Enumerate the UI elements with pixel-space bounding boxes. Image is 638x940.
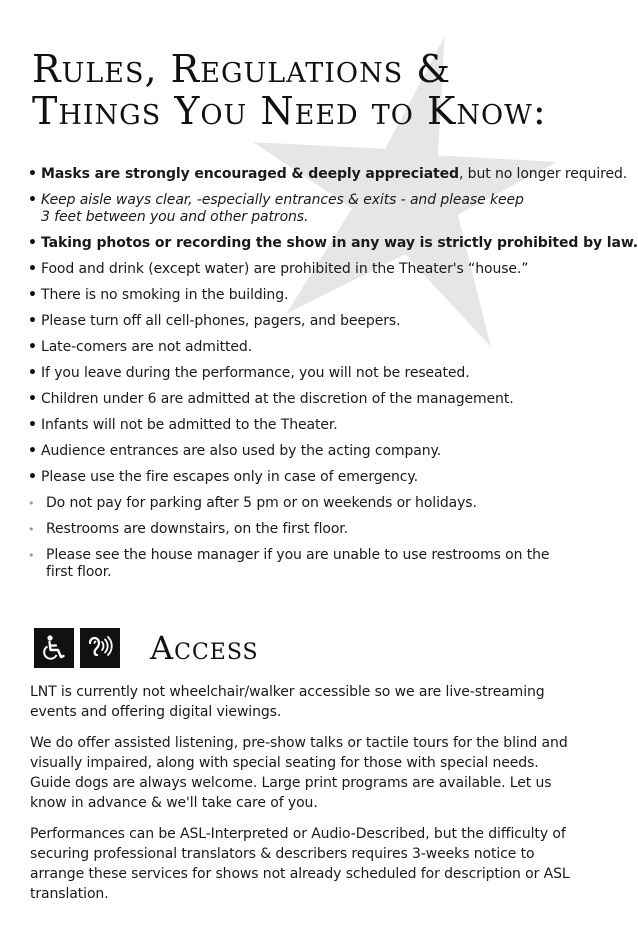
rule-entrances: • Audience entrances are also used by the acting company. <box>28 443 588 460</box>
access-title: Access <box>150 629 259 667</box>
rule-masks-bold: Masks are strongly encouraged & deeply appreciated <box>41 166 459 182</box>
access-paragraph-1: LNT is currently not wheelchair/walker accessible so we are live-streaming events and offering digital viewings. <box>30 684 545 720</box>
wheelchair-icon <box>34 628 74 668</box>
rule-fire-escapes: • Please use the fire escapes only in case of emergency. <box>28 469 588 486</box>
title-line-2: Things You Need to Know: <box>32 89 547 133</box>
assisted-listening-icon <box>80 628 120 668</box>
page-title <box>32 48 547 132</box>
access-body <box>30 682 575 915</box>
rule-phones: • Please turn off all cell-phones, pagers, and beepers. <box>28 313 588 330</box>
rule-latecomers: • Late-comers are not admitted. <box>28 339 588 356</box>
rule-masks <box>28 166 628 183</box>
rule-photos: • Taking photos or recording the show in any way is strictly prohibited by law. <box>28 235 588 252</box>
title-line-1: Rules, Regulations & <box>32 47 452 91</box>
rule-smoking: • There is no smoking in the building. <box>28 287 588 304</box>
access-paragraph-3: Performances can be ASL-Interpreted or Audio-Described, but the difficulty of securing professional translators & describers requires 3-weeks notice to arrange these services for shows not already scheduled for description or ASL translation. <box>30 826 570 902</box>
rule-masks-rest: , but no longer required. <box>458 166 628 182</box>
rules-list <box>28 166 638 590</box>
rule-infants: • Infants will not be admitted to the Theater. <box>28 417 588 434</box>
access-header <box>34 626 259 670</box>
rule-aisles: • Keep aisle ways clear, -especially entrances & exits - and please keep 3 feet between you and other patrons. <box>28 192 531 226</box>
access-paragraph-2: We do offer assisted listening, pre-show talks or tactile tours for the blind and visually impaired, along with special seating for those with special needs. Guide dogs are always welcome. Large print programs are available. Let us know in advance & we'll take care of you. <box>30 735 568 811</box>
rule-restrooms: • Restrooms are downstairs, on the first floor. <box>28 521 588 538</box>
rule-food: • Food and drink (except water) are prohibited in the Theater's “house.” <box>28 261 588 278</box>
rule-house-manager: • Please see the house manager if you are unable to use restrooms on the first floor. <box>28 547 566 581</box>
rule-reseating: • If you leave during the performance, you will not be reseated. <box>28 365 588 382</box>
rule-parking: • Do not pay for parking after 5 pm or on weekends or holidays. <box>28 495 588 512</box>
rule-children: • Children under 6 are admitted at the discretion of the management. <box>28 391 588 408</box>
